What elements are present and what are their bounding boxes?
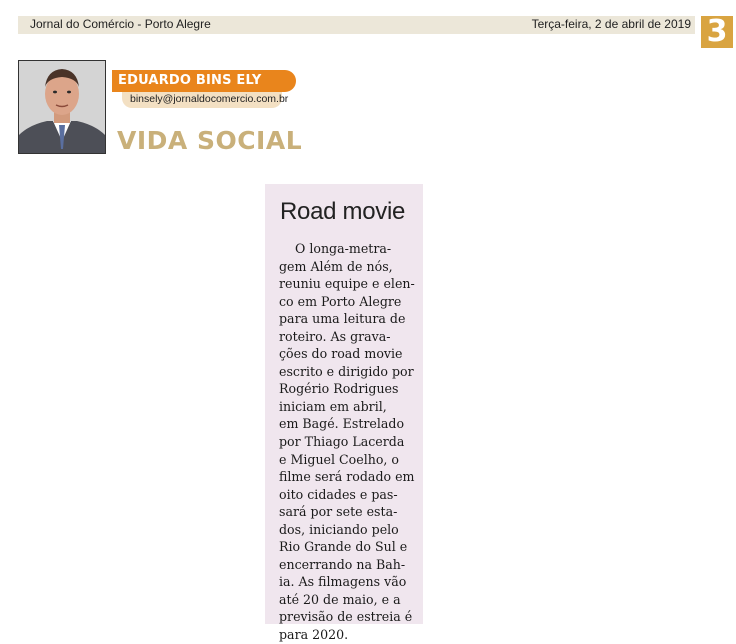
article-line: por Thiago Lacerda [279, 434, 405, 450]
author-email[interactable]: binsely@jornaldocomercio.com.br [130, 93, 289, 105]
header-bar [18, 16, 695, 34]
article-box [265, 184, 423, 643]
article-body [279, 240, 415, 644]
article-line: co em Porto Alegre [279, 293, 402, 309]
article-line: e Miguel Coelho, o [279, 451, 400, 467]
article-line: ia. As filmagens vão [279, 574, 407, 590]
article-line: até 20 de maio, e a [279, 591, 401, 607]
article-line: ções do road movie [279, 346, 403, 362]
author-name: EDUARDO BINS ELY [118, 73, 262, 88]
article-line: iniciam em abril, [279, 398, 387, 414]
author-email-box [122, 92, 289, 108]
article-line: gem Além de nós, [279, 258, 393, 274]
article-line: reuniu equipe e elen- [279, 276, 415, 292]
article-line: dos, iniciando pelo [279, 521, 399, 537]
article-line: encerrando na Bah- [279, 556, 406, 572]
article-line: filme será rodado em [279, 469, 415, 485]
article-line: O longa-metra- [295, 241, 392, 256]
issue-date: Terça-feira, 2 de abril de 2019 [531, 17, 691, 31]
article-line: para 2020. [279, 627, 349, 643]
article-line: sará por sete esta- [279, 504, 398, 520]
publication-name: Jornal do Comércio - Porto Alegre [30, 17, 211, 31]
section-title: VIDA SOCIAL [117, 126, 303, 155]
page-number-badge: 3 [701, 16, 733, 48]
article-line: em Bagé. Estrelado [279, 416, 405, 432]
article-line: roteiro. As grava- [279, 328, 391, 344]
article-line: Rio Grande do Sul e [279, 539, 408, 555]
article-line: Rogério Rodrigues [279, 381, 399, 397]
article-line: oito cidades e pas- [279, 486, 398, 502]
article-line: previsão de estreia é [279, 609, 413, 625]
article-title: Road movie [280, 198, 406, 225]
article-line: escrito e dirigido por [279, 363, 414, 379]
author-photo [18, 60, 106, 154]
author-banner [112, 70, 296, 92]
article-line: para uma leitura de [279, 311, 406, 327]
